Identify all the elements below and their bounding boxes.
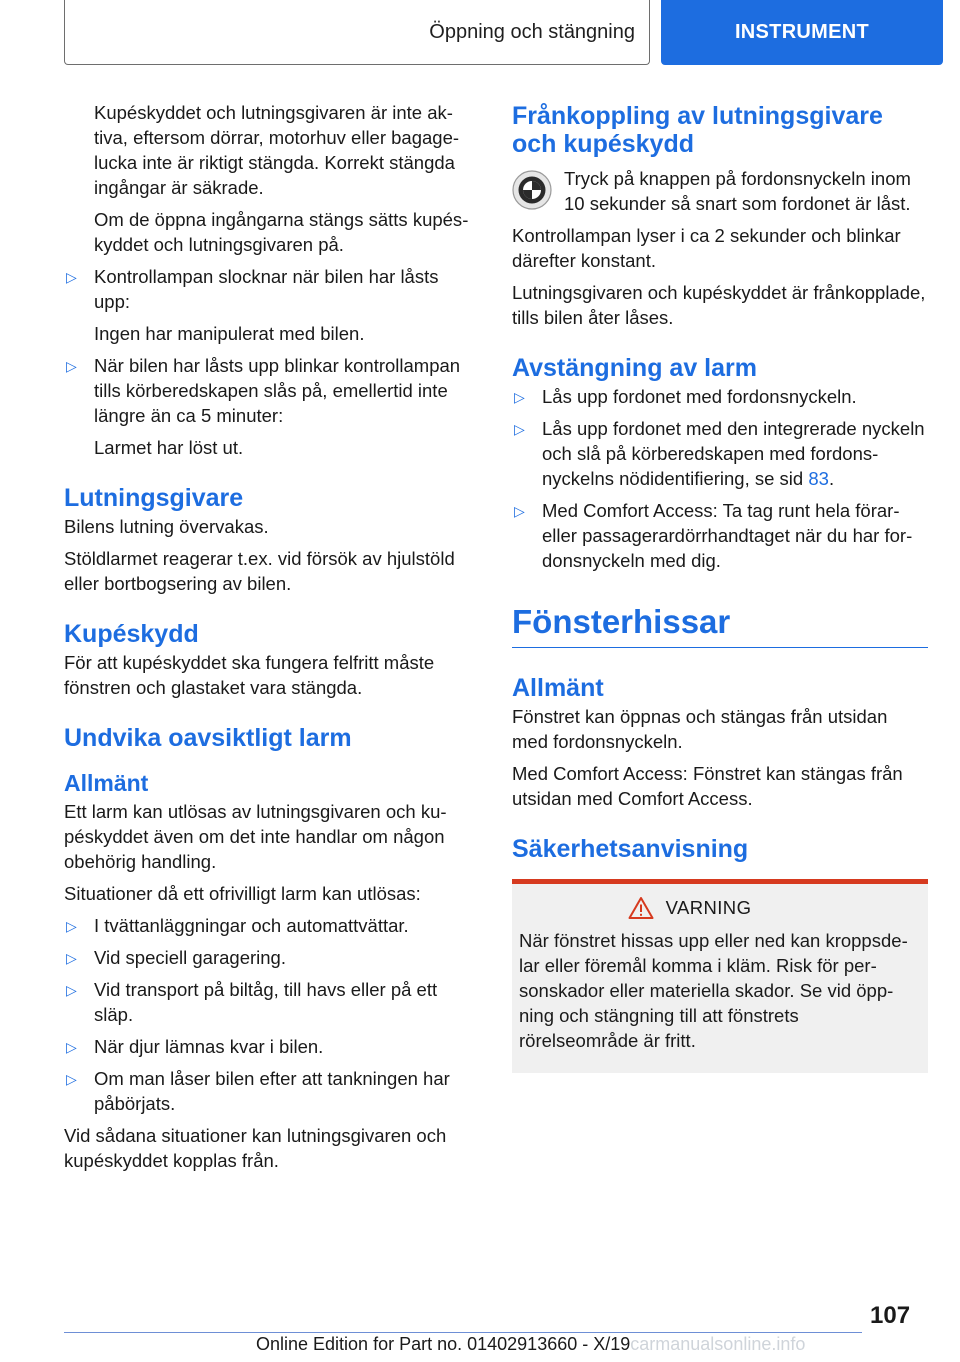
situations-list — [64, 913, 476, 1116]
triangle-bullet-icon: ▷ — [66, 950, 77, 966]
header-section-title: Öppning och stängning — [429, 20, 635, 43]
triangle-bullet-icon: ▷ — [66, 1039, 77, 1055]
warning-triangle-icon — [628, 896, 654, 920]
list-item: ▷ När bilen har låsts upp blinkar kontrollampan tills körberedskapen slås på, emellertid inte längre än ca 5 minuter: Larmet har löst ut. — [64, 353, 476, 460]
triangle-bullet-icon: ▷ — [66, 1071, 77, 1087]
list-item: ▷ Med Comfort Access: Ta tag runt hela förar- eller passagerardörrhandtaget när du har fordonsnyckeln med dig. — [514, 500, 913, 571]
intro-paragraph-2: Om de öppna ingångarna stängs sätts kupéskyddet och lutningsgivaren på. — [94, 209, 469, 255]
warning-title: VARNING — [665, 897, 752, 918]
page-reference-link[interactable]: 83 — [808, 468, 829, 489]
subheading-allmant: Allmänt — [64, 770, 149, 796]
list-item: ▷ Lås upp fordonet med den integrerade nyckeln och slå på körberedskapen med fordonsnyckelns nödidentifiering, se sid 83. — [514, 418, 925, 489]
fob-instruction-text: Tryck på knappen på fordonsnyckeln inom 10 sekunder så snart som fordonet är låst. — [564, 168, 911, 214]
heading-allmant: Allmänt — [512, 674, 604, 702]
list-item: ▷ Lås upp fordonet med fordonsnyckeln. — [512, 384, 928, 409]
undvika-paragraph-3: Vid sådana situationer kan lutningsgivaren och kupéskyddet kopplas från. — [64, 1125, 447, 1171]
triangle-bullet-icon: ▷ — [66, 358, 77, 374]
list-item-detail: Larmet har löst ut. — [94, 437, 244, 458]
intro-paragraph-1: Kupéskyddet och lutningsgivaren är inte aktiva, eftersom dörrar, motorhuv eller bagagelucka inte är riktigt stängda. Korrekt stängda ingångar är säkrade. — [94, 102, 460, 198]
kupe-paragraph: För att kupéskyddet ska fungera felfritt måste fönstren och glastaket vara stängda. — [64, 652, 435, 698]
header-section-tab — [64, 0, 650, 65]
footer-watermark: carmanualsonline.info — [630, 1334, 806, 1354]
heading-frankoppling: Frånkoppling av lutningsgivare och kupéskydd — [512, 102, 883, 158]
list-item: ▷ Om man låser bilen efter att tankningen har påbörjats. — [66, 1068, 450, 1114]
footer-divider — [64, 1332, 862, 1333]
triangle-bullet-icon: ▷ — [66, 269, 77, 285]
frankoppling-paragraph-1: Kontrollampan lyser i ca 2 sekunder och blinkar därefter konstant. — [512, 225, 901, 271]
list-item-detail: Ingen har manipulerat med bilen. — [94, 323, 365, 344]
section-title-fonsterhissar: Fönsterhissar — [512, 603, 928, 648]
fob-instruction — [512, 166, 928, 216]
triangle-bullet-icon: ▷ — [66, 918, 77, 934]
lutning-paragraph-2: Stöldlarmet reagerar t.ex. vid försök av hjulstöld eller bortbogsering av bilen. — [64, 548, 455, 594]
heading-undvika-larm: Undvika oavsiktligt larm — [64, 724, 352, 752]
triangle-bullet-icon: ▷ — [514, 421, 525, 437]
heading-kupeskydd: Kupéskydd — [64, 620, 199, 648]
right-column — [512, 100, 928, 1073]
list-item: ▷ Vid transport på biltåg, till havs eller på ett släp. — [66, 979, 438, 1025]
list-item: ▷ I tvättanläggningar och automattvättar. — [64, 913, 476, 938]
warning-header — [519, 896, 920, 920]
status-list — [64, 264, 476, 460]
page-number: 107 — [870, 1302, 911, 1329]
fonster-paragraph-1: Fönstret kan öppnas och stängas från utsidan med fordonsnyckeln. — [512, 706, 888, 752]
list-item: ▷ Vid speciell garagering. — [64, 945, 476, 970]
heading-sakerhetsanvisning: Säkerhetsanvisning — [512, 835, 749, 863]
lutning-paragraph-1: Bilens lutning övervakas. — [64, 516, 269, 537]
footer-edition-text: Online Edition for Part no. 01402913660 - X/19 — [256, 1334, 631, 1354]
triangle-bullet-icon: ▷ — [514, 503, 525, 519]
header-chapter-tab[interactable] — [661, 0, 943, 65]
triangle-bullet-icon: ▷ — [66, 982, 77, 998]
warning-box — [512, 879, 928, 1073]
list-item: ▷ Kontrollampan slocknar när bilen har låsts upp: Ingen har manipulerat med bilen. — [64, 264, 476, 346]
heading-lutningsgivare: Lutningsgivare — [64, 484, 244, 512]
heading-avstangning: Avstängning av larm — [512, 354, 757, 382]
undvika-paragraph-2: Situationer då ett ofrivilligt larm kan utlösas: — [64, 883, 421, 904]
undvika-paragraph-1: Ett larm kan utlösas av lutningsgivaren och kupéskyddet även om det inte handlar om någon obehörig handling. — [64, 801, 447, 872]
bmw-key-button-icon — [512, 170, 552, 210]
left-column — [64, 100, 476, 1180]
fonster-paragraph-2: Med Comfort Access: Fönstret kan stängas från utsidan med Comfort Access. — [512, 763, 903, 809]
avstangning-list — [512, 384, 928, 573]
header-chapter-title: INSTRUMENT — [734, 21, 870, 43]
frankoppling-paragraph-2: Lutningsgivaren och kupéskyddet är frånkopplade, tills bilen åter låses. — [512, 282, 926, 328]
warning-text: När fönstret hissas upp eller ned kan kroppsdelar eller föremål komma i kläm. Risk för personskador eller materiella skador. Se vid öppning och stängning till att fönstrets rörelseområde är fritt. — [519, 930, 908, 1051]
triangle-bullet-icon: ▷ — [514, 389, 525, 405]
list-item: ▷ När djur lämnas kvar i bilen. — [64, 1034, 476, 1059]
footer-edition — [256, 1334, 805, 1355]
